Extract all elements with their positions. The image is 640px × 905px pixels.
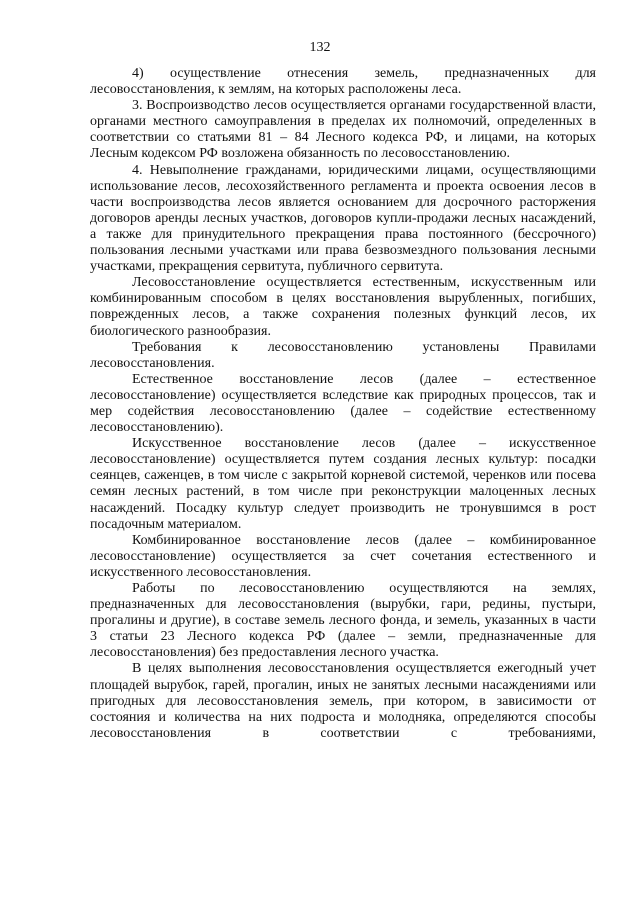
- paragraph-natural-reforestation: Естественное восстановление лесов (далее – естественное лесовосстановление) осуществляется вследствие как природных процессов, так и мер содействия лесовосстановлению (далее – содействие естественному лесовосстановлению).: [90, 371, 596, 436]
- paragraph-reforestation-methods: Лесовосстановление осуществляется естественным, искусственным или комбинированным способом в целях восстановления вырубленных, погибших, поврежденных лесов, а также сохранения полезных функций лесов, их биологического разнообразия.: [90, 275, 596, 339]
- paragraph-section-4: 4. Невыполнение гражданами, юридическими лицами, осуществляющими использование лесов, лесохозяйственного регламента и проекта освоения лесов в части воспроизводства лесов является основанием для досрочного расторжения договоров аренды лесных участков, договоров купли-продажи лесных насаждений, а также для принудительного прекращения права постоянного (бессрочного) пользования лесными участками или права безвозмездного пользования лесными участками, прекращения сервитута, публичного сервитута.: [90, 162, 596, 275]
- paragraph-item-4: 4) осуществление отнесения земель, предназначенных для лесовосстановления, к землям, на которых расположены леса.: [90, 66, 596, 98]
- paragraph-reforestation-works: Работы по лесовосстановлению осуществляются на землях, предназначенных для лесовосстановления (вырубки, гари, редины, пустыри, прогалины и другие), в составе земель лесного фонда, и земель, указанных в части 3 статьи 23 Лесного кодекса РФ (далее – земли, предназначенные для лесовосстановления) без предоставления лесного участка.: [90, 581, 596, 661]
- document-body: [90, 66, 596, 742]
- paragraph-combined-reforestation: Комбинированное восстановление лесов (далее – комбинированное лесовосстановление) осуществляется за счет сочетания естественного и искусственного лесовосстановления.: [90, 532, 596, 580]
- paragraph-section-3: 3. Воспроизводство лесов осуществляется органами государственной власти, органами местного самоуправления в пределах их полномочий, определенных в соответствии со статьями 81 – 84 Лесного кодекса РФ, и лицами, на которых Лесным кодексом РФ возложена обязанность по лесовосстановлению.: [90, 98, 596, 162]
- paragraph-requirements: Требования к лесовосстановлению установлены Правилами лесовосстановления.: [90, 339, 596, 371]
- paragraph-artificial-reforestation: Искусственное восстановление лесов (далее – искусственное лесовосстановление) осуществляется путем создания лесных культур: посадки сеянцев, саженцев, в том числе с закрытой корневой системой, черенков или посева семян лесных растений, в том числе при реконструкции малоценных лесных насаждений. Посадку культур следует производить не тронувшимся в рост посадочным материалом.: [90, 436, 596, 532]
- page-number: 132: [309, 40, 331, 55]
- paragraph-annual-accounting: В целях выполнения лесовосстановления осуществляется ежегодный учет площадей вырубок, гарей, прогалин, иных не занятых лесными насаждениями или пригодных для лесовосстановления земель, при котором, в зависимости от состояния и количества на них подроста и молодняка, определяются способы лесовосстановления в соответствии с требованиями,: [90, 661, 596, 741]
